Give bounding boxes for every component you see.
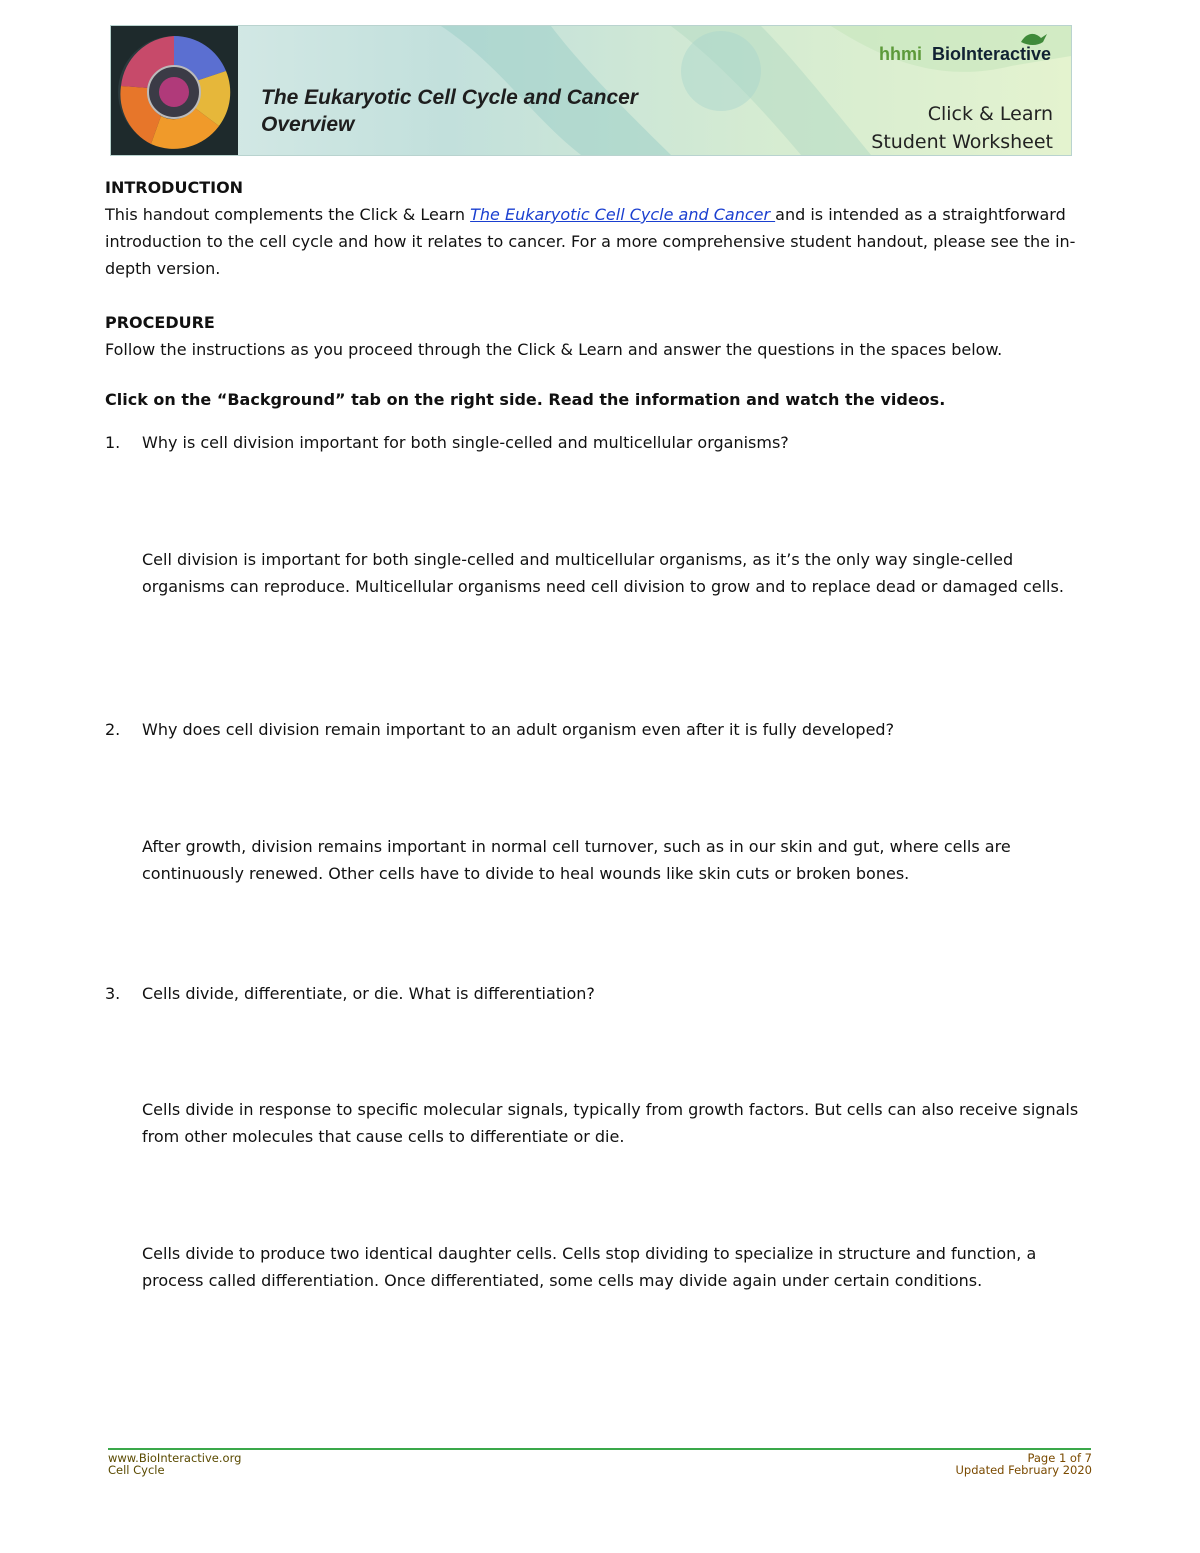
cell-cycle-logo (111, 26, 238, 155)
procedure-heading: PROCEDURE (105, 313, 215, 332)
question-text: Why does cell division remain important to an adult organism even after it is fully developed? (142, 720, 895, 739)
intro-heading: INTRODUCTION (105, 178, 244, 197)
question-number: 1. (105, 433, 121, 452)
procedure-text: Follow the instructions as you proceed through the Click & Learn and answer the questions in the spaces below. (105, 340, 1003, 359)
worksheet-title (261, 84, 638, 138)
question-number: 3. (105, 984, 121, 1003)
brand-name: BioInteractive (931, 44, 1051, 64)
subtitle-line-2: Student Worksheet (871, 131, 1053, 153)
footer-updated: Updated February 2020 (955, 1463, 1092, 1477)
title-line-1: The Eukaryotic Cell Cycle and Cancer (261, 86, 638, 109)
answer-3b: Cells divide to produce two identical daughter cells. Cells stop dividing to specialize in structure and function, a process called differentiation. Once differentiated, some cells may divide again under certain conditions. (142, 1244, 1037, 1290)
procedure-instruction: Click on the “Background” tab on the right side. Read the information and watch the videos. (105, 390, 946, 409)
brand-hhmi: hhmi (878, 44, 922, 64)
footer-course: Cell Cycle (108, 1463, 165, 1477)
intro-text-after: and is intended as a straightforward introduction to the cell cycle and how it relates to cancer. For a more comprehensive student handout, please see the in-depth version. (105, 205, 1076, 278)
title-line-2: Overview (261, 113, 355, 136)
footer-left (108, 1452, 241, 1476)
footer-page-number: Page 1 of 7 (1027, 1451, 1092, 1465)
question-text: Why is cell division important for both single-celled and multicellular organisms? (142, 433, 789, 452)
worksheet-body (105, 174, 1095, 1290)
answer-2: After growth, division remains important in normal cell turnover, such as in our skin and gut, where cells are continuously renewed. Other cells have to divide to heal wounds like skin cuts or broken bones. (142, 837, 1011, 883)
footer-divider (108, 1448, 1091, 1450)
answer-3a: Cells divide in response to specific molecular signals, typically from growth factors. But cells can also receive signals from other molecules that cause cells to differentiate or die. (142, 1100, 1079, 1146)
intro-text-before: This handout complements the Click & Learn (105, 205, 471, 224)
intro-paragraph (105, 201, 1095, 282)
footer-website-link[interactable]: www.BioInteractive.org (108, 1451, 242, 1465)
question-number: 2. (105, 720, 121, 739)
worksheet-type (871, 100, 1053, 156)
answer-1: Cell division is important for both single-celled and multicellular organisms, as it’s the only way single-celled organisms can reproduce. Multicellular organisms need cell division to grow and to replace dead or damaged cells. (142, 550, 1064, 596)
question-text: Cells divide, differentiate, or die. What is differentiation? (142, 984, 595, 1003)
header-banner (110, 25, 1072, 156)
brand-logo (879, 44, 1051, 65)
subtitle-line-1: Click & Learn (927, 103, 1053, 125)
footer-right (956, 1452, 1092, 1476)
click-learn-link[interactable]: The Eukaryotic Cell Cycle and Cancer (470, 205, 776, 224)
